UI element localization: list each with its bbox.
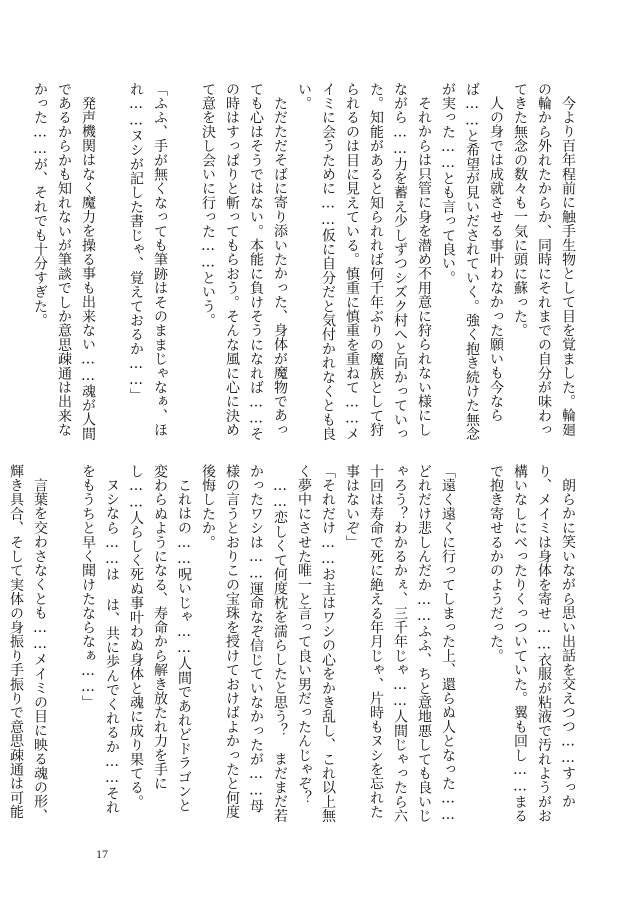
- blank-line: [100, 82, 124, 444]
- upper-text-block: [32, 82, 580, 444]
- dialogue-continued: ヌシなら……は は、共に歩んでくれるか……それをもうちと早く聞けたならなぁ……」: [80, 464, 120, 815]
- lower-text-block: [8, 464, 580, 826]
- paragraph: 言葉を交わさなくとも……メイミの目に映る魂の形、輝き具合、そして実体の身振り手振りで意思疎通は可能: [8, 464, 48, 823]
- paragraph: 朗らかに笑いながら思い出話を交えつつ……すっかり、メイミは身体を寄せ……衣服が粘液で汚れようがお構いなしにべったりくっついていた。翼も回し……まるで抱き寄せるかのようだった。: [488, 464, 576, 823]
- blank-line: [52, 464, 76, 826]
- paragraph: 今より百年程前に触手生物として目を覚ました。輪廻の輪から外れたからか、同時にそれまでの自分が味わってきた無念の数々も一気に頭に蘇った。: [512, 82, 576, 437]
- dialogue: 「遠く遠くに行ってしまった上、還らぬ人となった……どれだけ悲しんだか……ふふ、ちと意地悪しても良いじゃろう？わかるかぇ、三千年じゃ……人間じゃったら六十回は寿命で死に絶える年月じゃ、片時もヌシを忘れた事はないぞ」: [344, 464, 456, 823]
- paragraph: 発声機関はなく魔力を操る事も出来ない……魂が人間であるからかも知れないが筆談でしか意思疎通は出来なかった……が、それでも十分すぎた。: [32, 82, 96, 441]
- dialogue: 「ふふ、手が無くなっても筆跡はそのままじゃなぁ、ほれ……ヌシが記した書じゃ、覚えておるか……」: [128, 82, 168, 437]
- paragraph: それからは只管に身を潜め不用意に狩られない様にしながら……力を蓄え少しずつシズク村へと向かっていった。知能があると知られれば何千年ぶりの魔族として狩られるのは目に見えている。慎重に慎重を重ねて……メイミに会うために……仮に自分だと気付かれなくとも良い。: [296, 82, 432, 441]
- blank-line: [460, 464, 484, 826]
- blank-line: [172, 82, 196, 444]
- dialogue-continued: ……恋しくて何度枕を濡らしたと思う？ まだまだ若かったワシは……運命なぞ信じていなかったが……母様の言うとおりこの宝珠を授けておけばよかったと何度後悔したか。: [200, 464, 288, 823]
- paragraph: 人の身では成就させる事叶わなかった願いも今ならば……と希望が見いだされていく。強く抱き続けた無念が実った……とも言って良い。: [440, 82, 504, 441]
- dialogue-continued: これはの……呪いじゃ……人間であれどドラゴンと変わらぬようになる、寿命から解き放たれ力を手にし……人らしく死ぬ事叶わぬ身体と魂に成り果てる。: [128, 464, 192, 813]
- page-number: 17: [96, 847, 108, 861]
- paragraph: ただただそばに寄り添いたかった、身体が魔物であっても心はそうではない。本能に負けそうになれば……その時はすっぱりと斬ってもらおう。そんな風に心に決めて意を決し会いに行った……という。: [200, 82, 288, 441]
- dialogue: 「それだけ……お主はワシの心をかき乱し、これ以上無く夢中にさせた唯一と言って良い男だったんじゃぞ？: [296, 464, 336, 823]
